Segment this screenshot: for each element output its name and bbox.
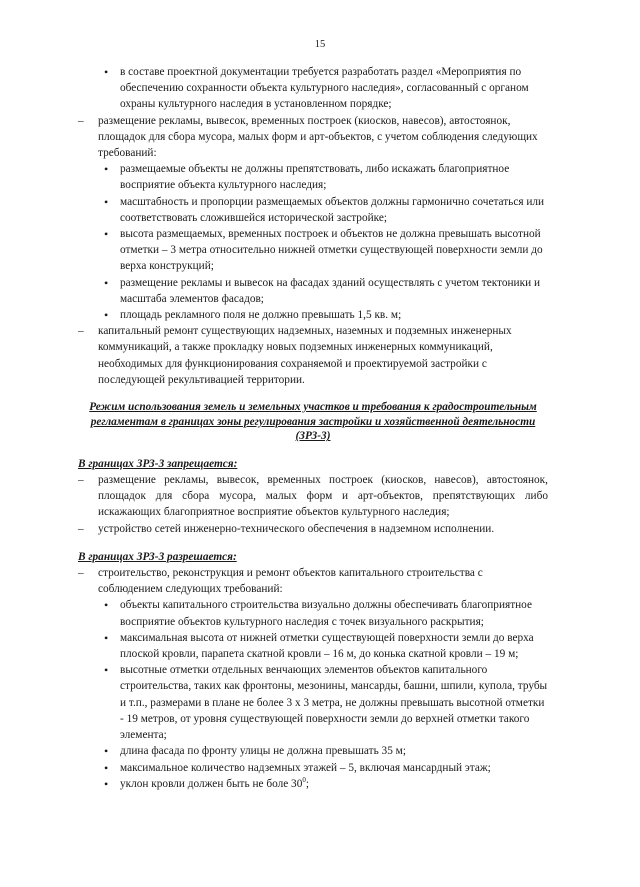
list-item: • длина фасада по фронту улицы не должна превышать 35 м; (78, 743, 548, 759)
prohibited-title: В границах ЗРЗ-3 запрещается: (78, 457, 238, 470)
list-item: • высота размещаемых, временных построек и объектов не должна превышать высотной отметки – 3 метра относительно нижней отметки существующей поверхности земли до верха конструкций; (78, 226, 548, 275)
list-item: • размещаемые объекты не должны препятствовать, либо искажать благоприятное восприятие объекта культурного наследия; (78, 161, 548, 193)
permitted-title: В границах ЗРЗ-3 разрешается: (78, 550, 237, 563)
page-number: 15 (314, 39, 326, 50)
list-item-text: уклон кровли должен быть не боле 30 (120, 777, 303, 790)
list-item-tail: ; (305, 777, 309, 790)
list-item: – размещение рекламы, вывесок, временных построек (киосков, навесов), автостоянок, площадок для сбора мусора, малых форм и арт-объектов, препятствующих либо искажающих благоприятное восприятие объектов культурного наследия; (78, 472, 548, 521)
list-item: • максимальное количество надземных этажей – 5, включая мансардный этаж; (78, 760, 548, 776)
degree-superscript: 0 (302, 775, 306, 784)
list-item: – строительство, реконструкция и ремонт объектов капитального строительства с соблюдением следующих требований: (78, 565, 548, 597)
list-item: • площадь рекламного поля не должно превышать 1,5 кв. м; (78, 307, 548, 323)
page-content (78, 64, 548, 792)
list-item: • высотные отметки отдельных венчающих элементов объектов капитального строительства, таких как фронтоны, мезонины, мансарды, башни, шпили, купола, трубы и т.п., размерами в плане не более 3 х 3 метра, не должны превышать высотной отметки - 19 метров, от уровня существующей поверхности земли до верхней отметки такого элемента; (78, 662, 548, 743)
list-item: – капитальный ремонт существующих надземных, наземных и подземных инженерных коммуникаций, а также прокладку новых подземных инженерных коммуникаций, необходимых для функционирования сохраняемой и проектируемой застройки с последующей рекультивацией территории. (78, 323, 548, 388)
list-item: • максимальная высота от нижней отметки существующей поверхности земли до верха плоской кровли, парапета скатной кровли – 16 м, до конька скатной кровли – 19 м; (78, 630, 548, 662)
list-item: – размещение рекламы, вывесок, временных построек (киосков, навесов), автостоянок, площадок для сбора мусора, малых форм и арт-объектов, с учетом соблюдения следующих требований: (78, 113, 548, 162)
list-item: • масштабность и пропорции размещаемых объектов должны гармонично сочетаться или соответствовать сложившейся исторической застройке; (78, 194, 548, 226)
list-item: • объекты капитального строительства визуально должны обеспечивать благоприятное восприятие объектов культурного наследия с точек визуального раскрытия; (78, 597, 548, 629)
list-item: • размещение рекламы и вывесок на фасадах зданий осуществлять с учетом тектоники и масштаба элементов фасадов; (78, 275, 548, 307)
list-item: • в составе проектной документации требуется разработать раздел «Мероприятия по обеспечению сохранности объекта культурного наследия», согласованный с органом охраны культурного наследия в установленном порядке; (78, 64, 548, 113)
list-item (78, 776, 548, 792)
list-item: – устройство сетей инженерно-технического обеспечения в надземном исполнении. (78, 521, 548, 537)
section-heading: Режим использования земель и земельных участков и требования к градостроительным регламентам в границах зоны регулирования застройки и хозяйственной деятельности (ЗРЗ-3) (89, 401, 537, 443)
